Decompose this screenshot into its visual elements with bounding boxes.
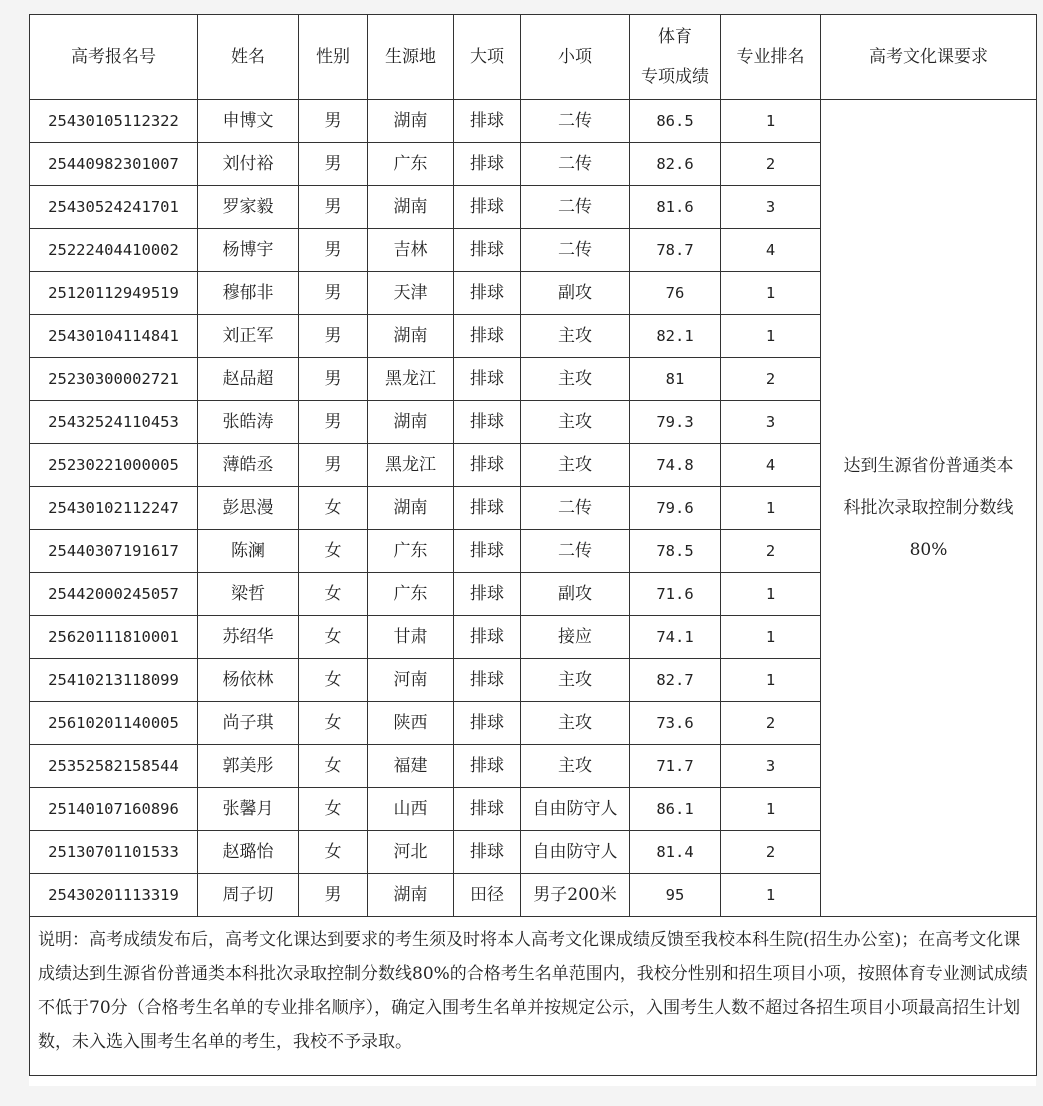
cell-origin: 福建 <box>368 745 454 788</box>
cell-id: 25230221000005 <box>30 444 198 487</box>
cell-id: 25430524241701 <box>30 186 198 229</box>
cell-name: 赵璐怡 <box>198 831 299 874</box>
cell-minor: 主攻 <box>521 401 630 444</box>
cell-rank: 1 <box>721 659 821 702</box>
cell-name: 尚子琪 <box>198 702 299 745</box>
cell-id: 25620111810001 <box>30 616 198 659</box>
cell-origin: 湖南 <box>368 487 454 530</box>
cell-rank: 3 <box>721 745 821 788</box>
cell-major: 排球 <box>454 100 521 143</box>
cell-minor: 二传 <box>521 100 630 143</box>
cell-rank: 2 <box>721 358 821 401</box>
header-rank: 专业排名 <box>721 15 821 100</box>
cell-score: 82.6 <box>630 143 721 186</box>
cell-rank: 1 <box>721 616 821 659</box>
cell-minor: 二传 <box>521 487 630 530</box>
header-gender: 性别 <box>299 15 368 100</box>
cell-score: 79.3 <box>630 401 721 444</box>
cell-name: 彭思漫 <box>198 487 299 530</box>
cell-major: 排球 <box>454 186 521 229</box>
cell-name: 杨博宇 <box>198 229 299 272</box>
cell-origin: 湖南 <box>368 186 454 229</box>
cell-major: 排球 <box>454 444 521 487</box>
cell-gender: 男 <box>299 315 368 358</box>
cell-gender: 男 <box>299 186 368 229</box>
cell-major: 排球 <box>454 831 521 874</box>
cell-origin: 甘肃 <box>368 616 454 659</box>
cell-name: 张馨月 <box>198 788 299 831</box>
cell-gender: 男 <box>299 143 368 186</box>
cell-rank: 2 <box>721 831 821 874</box>
cell-gender: 女 <box>299 659 368 702</box>
cell-name: 薄皓丞 <box>198 444 299 487</box>
cell-score: 73.6 <box>630 702 721 745</box>
cell-rank: 3 <box>721 401 821 444</box>
cell-score: 74.8 <box>630 444 721 487</box>
cell-name: 张皓涛 <box>198 401 299 444</box>
cell-gender: 男 <box>299 874 368 917</box>
cell-score: 78.7 <box>630 229 721 272</box>
cell-origin: 湖南 <box>368 100 454 143</box>
cell-gender: 男 <box>299 358 368 401</box>
cell-rank: 3 <box>721 186 821 229</box>
cell-origin: 陕西 <box>368 702 454 745</box>
cell-rank: 1 <box>721 100 821 143</box>
cell-major: 排球 <box>454 272 521 315</box>
cell-gender: 女 <box>299 616 368 659</box>
cell-score: 79.6 <box>630 487 721 530</box>
cell-minor: 主攻 <box>521 659 630 702</box>
cell-id: 25430105112322 <box>30 100 198 143</box>
table-row <box>30 100 1037 143</box>
cell-rank: 1 <box>721 788 821 831</box>
cell-rank: 4 <box>721 229 821 272</box>
cell-minor: 主攻 <box>521 358 630 401</box>
cell-origin: 山西 <box>368 788 454 831</box>
header-score-line2: 专项成绩 <box>641 67 709 87</box>
cell-id: 25430104114841 <box>30 315 198 358</box>
cell-minor: 二传 <box>521 186 630 229</box>
requirement-line1: 达到生源省份普通类本 <box>843 456 1014 476</box>
cell-name: 穆郁非 <box>198 272 299 315</box>
cell-gender: 女 <box>299 745 368 788</box>
cell-name: 赵品超 <box>198 358 299 401</box>
cell-major: 排球 <box>454 788 521 831</box>
cell-score: 81 <box>630 358 721 401</box>
cell-rank: 2 <box>721 530 821 573</box>
cell-gender: 男 <box>299 229 368 272</box>
cell-name: 陈澜 <box>198 530 299 573</box>
cell-minor: 二传 <box>521 530 630 573</box>
requirement-line2: 科批次录取控制分数线 <box>843 498 1014 518</box>
cell-major: 排球 <box>454 358 521 401</box>
cell-rank: 1 <box>721 487 821 530</box>
cell-score: 86.5 <box>630 100 721 143</box>
cell-major: 排球 <box>454 315 521 358</box>
cell-origin: 广东 <box>368 530 454 573</box>
cell-major: 排球 <box>454 143 521 186</box>
header-requirement: 高考文化课要求 <box>821 15 1037 100</box>
cell-id: 25120112949519 <box>30 272 198 315</box>
cell-id: 25222404410002 <box>30 229 198 272</box>
cell-origin: 广东 <box>368 143 454 186</box>
cell-origin: 湖南 <box>368 315 454 358</box>
cell-gender: 女 <box>299 573 368 616</box>
cell-major: 田径 <box>454 874 521 917</box>
cell-id: 25230300002721 <box>30 358 198 401</box>
cell-gender: 女 <box>299 831 368 874</box>
cell-score: 71.7 <box>630 745 721 788</box>
cell-score: 82.1 <box>630 315 721 358</box>
cell-name: 刘付裕 <box>198 143 299 186</box>
cell-name: 郭美彤 <box>198 745 299 788</box>
cell-minor: 自由防守人 <box>521 831 630 874</box>
cell-name: 苏绍华 <box>198 616 299 659</box>
header-score <box>630 15 721 100</box>
cell-name: 申博文 <box>198 100 299 143</box>
cell-rank: 1 <box>721 874 821 917</box>
cell-origin: 黑龙江 <box>368 358 454 401</box>
cell-minor: 男子200米 <box>521 874 630 917</box>
cell-score: 81.6 <box>630 186 721 229</box>
cell-minor: 接应 <box>521 616 630 659</box>
cell-id: 25352582158544 <box>30 745 198 788</box>
cell-major: 排球 <box>454 229 521 272</box>
cell-minor: 主攻 <box>521 745 630 788</box>
cell-rank: 2 <box>721 702 821 745</box>
cell-name: 杨依林 <box>198 659 299 702</box>
note-row <box>30 917 1037 1076</box>
cell-minor: 副攻 <box>521 272 630 315</box>
cell-score: 78.5 <box>630 530 721 573</box>
cell-origin: 河北 <box>368 831 454 874</box>
cell-score: 71.6 <box>630 573 721 616</box>
admission-table <box>29 14 1037 1076</box>
cell-minor: 自由防守人 <box>521 788 630 831</box>
cell-minor: 主攻 <box>521 444 630 487</box>
cell-major: 排球 <box>454 659 521 702</box>
cell-gender: 女 <box>299 788 368 831</box>
cell-minor: 主攻 <box>521 315 630 358</box>
cell-score: 95 <box>630 874 721 917</box>
header-minor: 小项 <box>521 15 630 100</box>
cell-score: 74.1 <box>630 616 721 659</box>
cell-major: 排球 <box>454 487 521 530</box>
cell-major: 排球 <box>454 573 521 616</box>
cell-gender: 女 <box>299 702 368 745</box>
cell-major: 排球 <box>454 401 521 444</box>
note-text: 说明：高考成绩发布后，高考文化课达到要求的考生须及时将本人高考文化课成绩反馈至我校本科生院(招生办公室)；在高考文化课成绩达到生源省份普通类本科批次录取控制分数线80%的合格考生名单范围内，我校分性别和招生项目小项，按照体育专业测试成绩不低于70分（合格考生名单的专业排名顺序），确定入围考生名单并按规定公示，入围考生人数不超过各招生项目小项最高招生计划数，未入选入围考生名单的考生，我校不予录取。 <box>30 917 1037 1076</box>
cell-gender: 男 <box>299 401 368 444</box>
cell-name: 刘正军 <box>198 315 299 358</box>
cell-id: 25430201113319 <box>30 874 198 917</box>
cell-rank: 1 <box>721 315 821 358</box>
cell-score: 82.7 <box>630 659 721 702</box>
header-score-line1: 体育 <box>658 27 692 47</box>
cell-gender: 男 <box>299 272 368 315</box>
document-sheet <box>29 14 1036 1086</box>
header-name: 姓名 <box>198 15 299 100</box>
cell-gender: 女 <box>299 530 368 573</box>
header-major: 大项 <box>454 15 521 100</box>
cell-rank: 1 <box>721 573 821 616</box>
cell-id: 25440982301007 <box>30 143 198 186</box>
cell-id: 25430102112247 <box>30 487 198 530</box>
cell-name: 周子切 <box>198 874 299 917</box>
cell-origin: 广东 <box>368 573 454 616</box>
cell-score: 81.4 <box>630 831 721 874</box>
cell-id: 25610201140005 <box>30 702 198 745</box>
cell-gender: 女 <box>299 487 368 530</box>
header-origin: 生源地 <box>368 15 454 100</box>
cell-origin: 河南 <box>368 659 454 702</box>
header-row <box>30 15 1037 100</box>
cell-origin: 湖南 <box>368 401 454 444</box>
cell-gender: 男 <box>299 444 368 487</box>
cell-origin: 黑龙江 <box>368 444 454 487</box>
cell-name: 罗家毅 <box>198 186 299 229</box>
cell-id: 25410213118099 <box>30 659 198 702</box>
cell-minor: 副攻 <box>521 573 630 616</box>
cell-gender: 男 <box>299 100 368 143</box>
requirement-line3: 80% <box>909 540 948 560</box>
cell-major: 排球 <box>454 616 521 659</box>
cell-minor: 二传 <box>521 229 630 272</box>
cell-rank: 2 <box>721 143 821 186</box>
cell-name: 梁哲 <box>198 573 299 616</box>
cell-id: 25432524110453 <box>30 401 198 444</box>
cell-major: 排球 <box>454 530 521 573</box>
cell-score: 76 <box>630 272 721 315</box>
cell-origin: 湖南 <box>368 874 454 917</box>
cell-rank: 1 <box>721 272 821 315</box>
cell-major: 排球 <box>454 745 521 788</box>
cell-minor: 主攻 <box>521 702 630 745</box>
cell-origin: 吉林 <box>368 229 454 272</box>
cell-id: 25440307191617 <box>30 530 198 573</box>
cell-origin: 天津 <box>368 272 454 315</box>
cell-rank: 4 <box>721 444 821 487</box>
cell-minor: 二传 <box>521 143 630 186</box>
header-id: 高考报名号 <box>30 15 198 100</box>
requirement-cell <box>821 100 1037 917</box>
cell-id: 25130701101533 <box>30 831 198 874</box>
cell-id: 25140107160896 <box>30 788 198 831</box>
cell-major: 排球 <box>454 702 521 745</box>
cell-score: 86.1 <box>630 788 721 831</box>
cell-id: 25442000245057 <box>30 573 198 616</box>
